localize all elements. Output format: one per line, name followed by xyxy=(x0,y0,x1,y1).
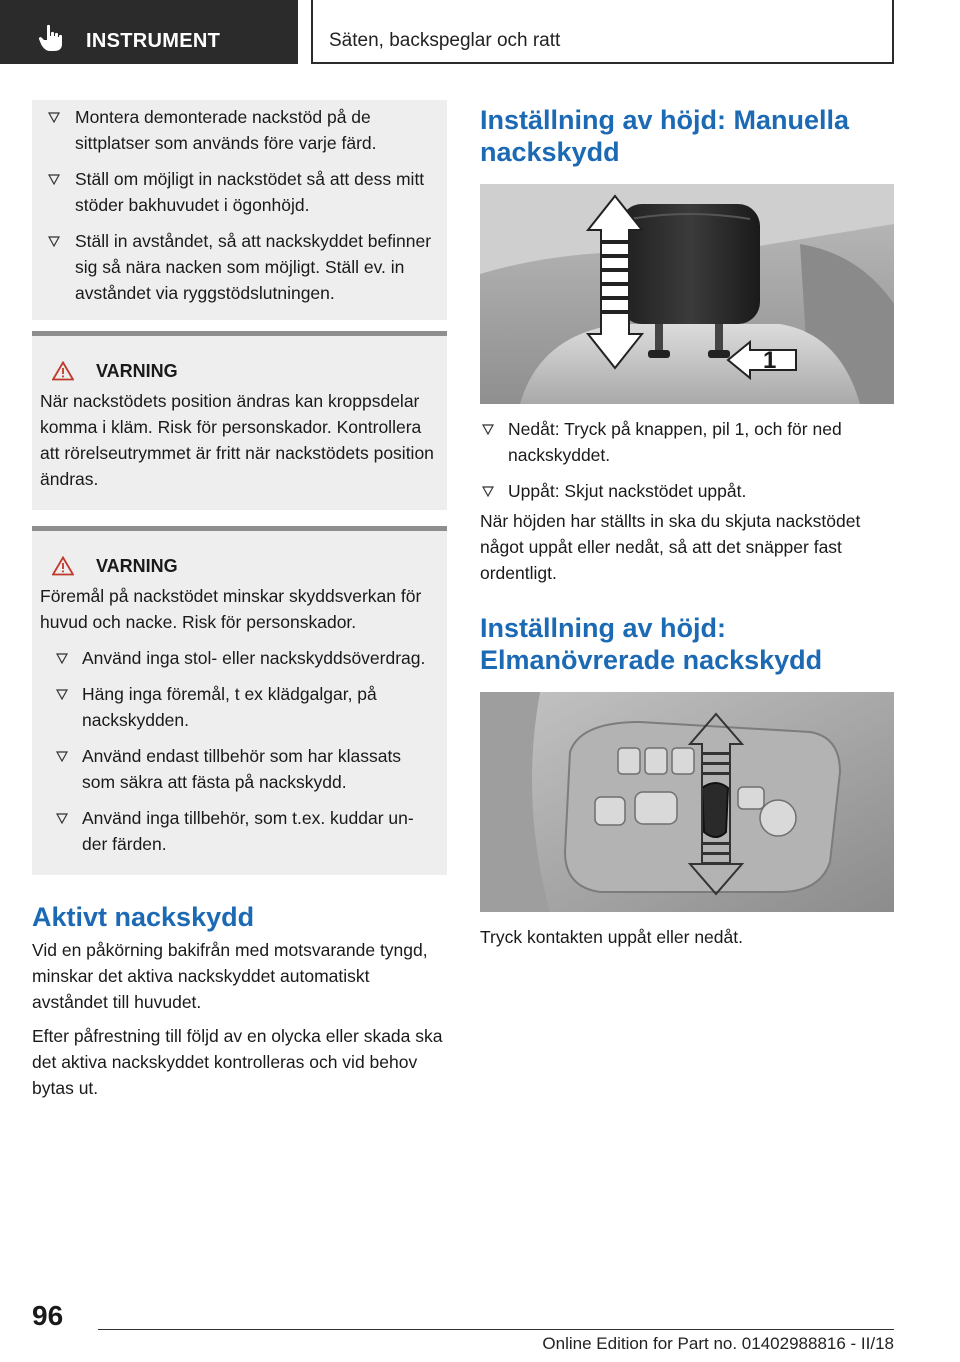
triangle-bullet-icon xyxy=(56,689,68,700)
list-item xyxy=(32,228,447,306)
triangle-bullet-icon xyxy=(56,751,68,762)
list-item-text: Nedåt: Tryck på knappen, pil 1, och för ned nackskyddet. xyxy=(508,419,842,465)
triangle-bullet-icon xyxy=(482,424,494,435)
footer-edition: Online Edition for Part no. 01402988816 - II/18 xyxy=(542,1334,894,1353)
section-title-box xyxy=(311,0,894,64)
warning-title: VARNING xyxy=(52,553,439,579)
list-item xyxy=(32,104,447,156)
list-item xyxy=(40,645,439,671)
warning-triangle-icon xyxy=(52,556,74,576)
warning-box xyxy=(32,526,447,875)
list-item xyxy=(32,166,447,218)
section-title: Säten, backspeglar och ratt xyxy=(329,30,561,51)
list-item xyxy=(480,416,894,468)
triangle-bullet-icon xyxy=(482,486,494,497)
list-item-text: Använd inga stol- eller nackskyddsöverdrag. xyxy=(82,648,426,668)
list-item-text: Montera demonterade nackstöd på de sittplatser som används före varje färd. xyxy=(75,107,377,153)
triangle-bullet-icon xyxy=(56,653,68,664)
list-item xyxy=(480,478,894,504)
triangle-bullet-icon xyxy=(48,236,60,247)
section-heading: Inställning av höjd: Elmanövrerade nackskydd xyxy=(480,613,823,675)
right-column xyxy=(480,100,894,958)
warning-text: När nackstödets position ändras kan kroppsdelar komma i kläm. Risk för personskador. Kontrollera att rörelseutrymmet är fritt när nackstödets position ändras. xyxy=(40,391,434,489)
steps-box xyxy=(32,100,447,320)
list-item-text: Ställ om möjligt in nackstödet så att dess mitt stöder bakhuvudet i ögonhöjd. xyxy=(75,169,425,215)
chapter-tab-label: INSTRUMENT xyxy=(86,30,221,52)
page-number: 96 xyxy=(32,1300,64,1331)
left-column xyxy=(32,100,447,1109)
triangle-bullet-icon xyxy=(48,174,60,185)
triangle-bullet-icon xyxy=(56,813,68,824)
triangle-bullet-icon xyxy=(48,112,60,123)
paragraph: När höjden har ställts in ska du skjuta nackstödet något uppåt eller nedåt, så att det snäpper fast ordentligt. xyxy=(480,511,861,583)
warning-box xyxy=(32,331,447,510)
list-item-text: Uppåt: Skjut nackstödet uppåt. xyxy=(508,481,747,501)
chapter-tab[interactable] xyxy=(0,0,298,64)
paragraph: Vid en påkörning bakifrån med motsvarande tyngd, minskar det aktiva nackskyddet automatiskt avståndet till huvudet. xyxy=(32,940,428,1012)
footer-divider xyxy=(98,1329,894,1330)
paragraph: Tryck kontakten uppåt eller nedåt. xyxy=(480,927,743,947)
list-item-text: Häng inga föremål, t ex klädgalgar, på nackskydden. xyxy=(82,684,377,730)
warning-triangle-icon xyxy=(52,361,74,381)
warning-title: VARNING xyxy=(52,358,439,384)
list-item-text: Använd endast tillbehör som har klassats som säkra att fästa på nackskydd. xyxy=(82,746,402,792)
list-item-text: Ställ in avståndet, så att nackskyddet befinner sig så nära nacken som möjligt. Ställ ev. in avståndet via ryggstödslutningen. xyxy=(75,231,432,303)
paragraph: Efter påfrestning till följd av en olycka eller skada ska det aktiva nackskyddet kontrolleras och vid behov bytas ut. xyxy=(32,1026,443,1098)
hand-pointer-icon xyxy=(38,24,64,52)
list-item-text: Använd inga tillbehör, som t.ex. kuddar under färden. xyxy=(82,808,414,854)
list-item xyxy=(40,743,439,795)
section-heading: Inställning av höjd: Manuella nackskydd xyxy=(480,105,850,167)
headrest-manual-illustration xyxy=(480,184,894,404)
list-item xyxy=(40,681,439,733)
headrest-electric-illustration xyxy=(480,692,894,912)
list-item xyxy=(40,805,439,857)
callout-number: 1 xyxy=(763,347,777,374)
warning-text: Föremål på nackstödet minskar skyddsverkan för huvud och nacke. Risk för personskador. xyxy=(40,586,422,632)
section-heading: Aktivt nackskydd xyxy=(32,902,255,932)
